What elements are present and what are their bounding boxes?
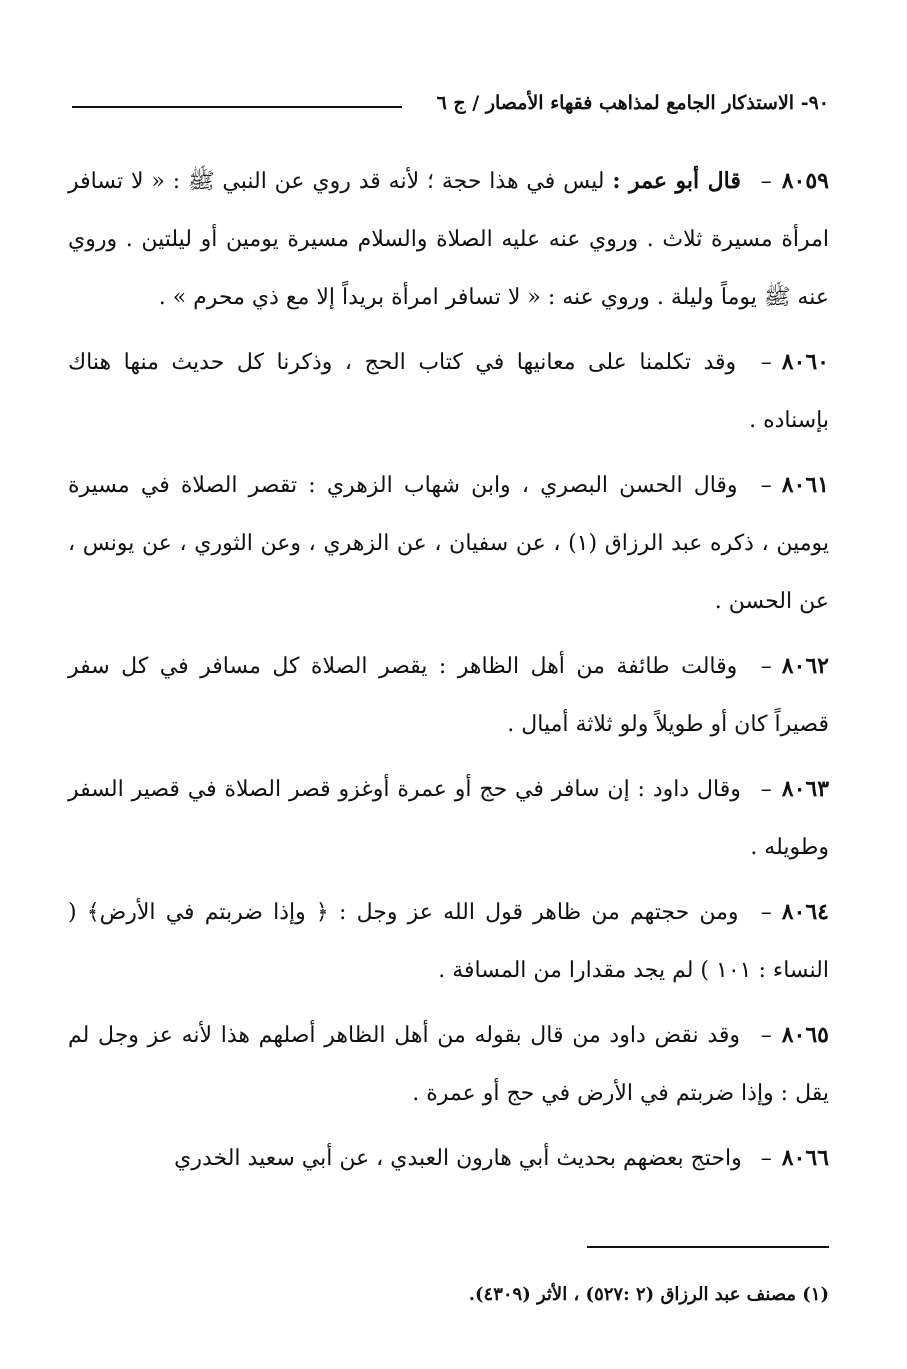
paragraph-number: ٨٠٦٢: [781, 653, 829, 679]
paragraph-number: ٨٠٦٣: [781, 776, 830, 802]
paragraph-8064: [68, 883, 829, 1000]
paragraph-number: ٨٠٦٠: [781, 349, 829, 375]
paragraph-dash: –: [760, 1023, 772, 1048]
paragraph-number: ٨٠٦٤: [781, 899, 829, 925]
paragraph-number: ٨٠٥٩: [781, 168, 829, 194]
paragraph-lead: قال أبو عمر :: [612, 168, 741, 194]
header-rule: [72, 106, 402, 108]
paragraph-number: ٨٠٦٦: [781, 1145, 829, 1171]
paragraph-dash: –: [760, 473, 772, 498]
paragraph-text: ليس في هذا حجة ؛ لأنه قد روي عن النبي ﷺ : « لا تسافر امرأة مسيرة ثلاث . وروي عنه عليه الصلاة والسلام مسيرة يومين أو ليلتين . وروي عنه ﷺ يوماً وليلة . وروي عنه : « لا تسافر امرأة بريداً إلا مع ذي محرم » .: [68, 169, 829, 310]
footnote: (١) مصنف عبد الرزاق (٢ :٥٢٧) ، الأثر (٤٣٠٩).: [468, 1284, 829, 1305]
page-body: [68, 152, 829, 1194]
paragraph-dash: –: [760, 1146, 772, 1171]
paragraph-text: ومن حجتهم من ظاهر قول الله عز وجل : ﴿ وإذا ضربتم في الأرض﴾ ( النساء : ١٠١ ) لم يجد مقدارا من المسافة .: [68, 900, 829, 983]
paragraph-8065: [68, 1006, 829, 1123]
paragraph-text: وقال داود : إن سافر في حج أو عمرة أوغزو قصر الصلاة في قصير السفر وطويله .: [68, 777, 829, 860]
page-header: [72, 92, 829, 128]
paragraph-8060: [68, 333, 829, 450]
paragraph-text: وقد نقض داود من قال بقوله من أهل الظاهر أصلهم هذا لأنه عز وجل لم يقل : وإذا ضربتم في الأرض في حج أو عمرة .: [68, 1023, 829, 1106]
paragraph-8062: [68, 637, 829, 754]
paragraph-8066: [68, 1129, 829, 1188]
paragraph-number: ٨٠٦١: [781, 472, 829, 498]
paragraph-text: وقال الحسن البصري ، وابن شهاب الزهري : تقصر الصلاة في مسيرة يومين ، ذكره عبد الرزاق (١) ، عن سفيان ، عن الزهري ، وعن الثوري ، عن يونس ، عن الحسن .: [68, 473, 829, 614]
running-title: ٩٠- الاستذكار الجامع لمذاهب فقهاء الأمصار / ج ٦: [436, 92, 829, 114]
paragraph-dash: –: [760, 900, 772, 925]
paragraph-dash: –: [760, 654, 772, 679]
paragraph-number: ٨٠٦٥: [781, 1022, 829, 1048]
paragraph-dash: –: [760, 777, 772, 802]
paragraph-dash: –: [760, 350, 772, 375]
paragraph-text: واحتج بعضهم بحديث أبي هارون العبدي ، عن أبي سعيد الخدري: [174, 1146, 742, 1171]
paragraph-text: وقد تكلمنا على معانيها في كتاب الحج ، وذكرنا كل حديث منها هناك بإسناده .: [68, 350, 829, 433]
paragraph-8059: [68, 152, 829, 327]
paragraph-8061: [68, 456, 829, 631]
paragraph-8063: [68, 760, 829, 877]
paragraph-text: وقالت طائفة من أهل الظاهر : يقصر الصلاة كل مسافر في كل سفر قصيراً كان أو طويلاً ولو ثلاثة أميال .: [68, 654, 829, 737]
paragraph-dash: –: [760, 169, 772, 194]
footnote-rule: [587, 1246, 829, 1248]
